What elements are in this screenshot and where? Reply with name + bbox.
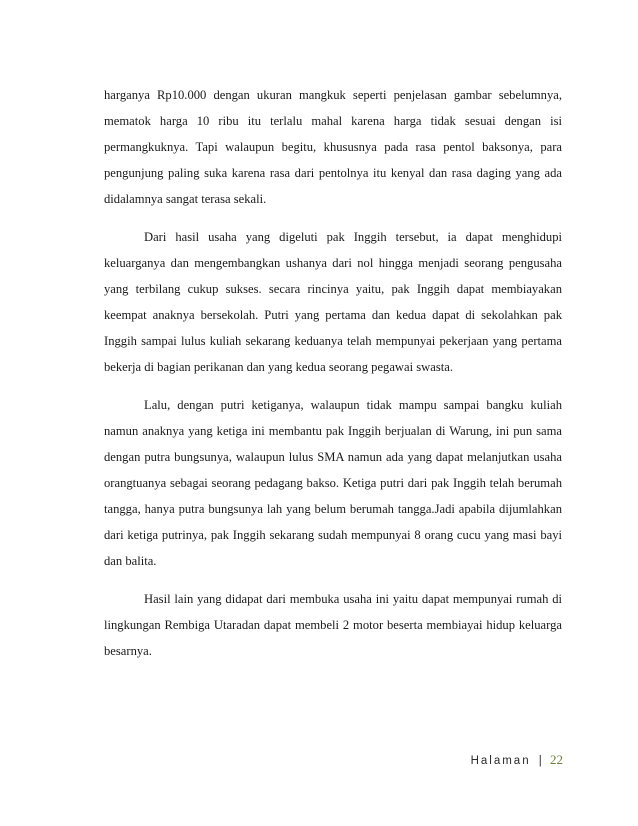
page-number: 22 [550, 752, 563, 767]
footer-separator: | [538, 755, 542, 767]
body-text [104, 82, 562, 676]
paragraph-2: Dari hasil usaha yang digeluti pak Inggih tersebut, ia dapat menghidupi keluarganya dan mengembangkan ushanya dari nol hingga menjadi seorang pengusaha yang terbilang cukup sukses. secara rincinya yaitu, pak Inggih dapat membiayakan keempat anaknya bersekolah. Putri yang pertama dan kedua dapat di sekolahkan pak Inggih sampai lulus kuliah sekarang keduanya telah mempunyai pekerjaan yang pertama bekerja di bagian perikanan dan yang kedua seorang pegawai swasta. [104, 230, 562, 374]
paragraph-4: Hasil lain yang didapat dari membuka usaha ini yaitu dapat mempunyai rumah di lingkungan Rembiga Utaradan dapat membeli 2 motor beserta membiayai hidup keluarga besarnya. [104, 592, 562, 658]
paragraph-3: Lalu, dengan putri ketiganya, walaupun tidak mampu sampai bangku kuliah namun anaknya yang ketiga ini membantu pak Inggih berjualan di Warung, ini pun sama dengan putra bungsunya, walaupun lulus SMA namun ada yang dapat melanjutkan usaha orangtuanya sebagai seorang pedagang bakso. Ketiga putri dari pak Inggih telah berumah tangga, hanya putra bungsunya lah yang belum berumah tangga.Jadi apabila dijumlahkan dari ketiga putrinya, pak Inggih sekarang sudah mempunyai 8 orang cucu yang masi bayi dan balita. [104, 398, 562, 568]
page-footer [471, 752, 563, 768]
footer-label: Halaman [470, 755, 531, 767]
paragraph-1: harganya Rp10.000 dengan ukuran mangkuk seperti penjelasan gambar sebelumnya, mematok harga 10 ribu itu terlalu mahal karena harga tidak sesuai dengan isi permangkuknya. Tapi walaupun begitu, khususnya pada rasa pentol baksonya, para pengunjung paling suka karena rasa dari pentolnya itu kenyal dan rasa daging yang ada didalamnya sangat terasa sekali. [104, 88, 562, 206]
